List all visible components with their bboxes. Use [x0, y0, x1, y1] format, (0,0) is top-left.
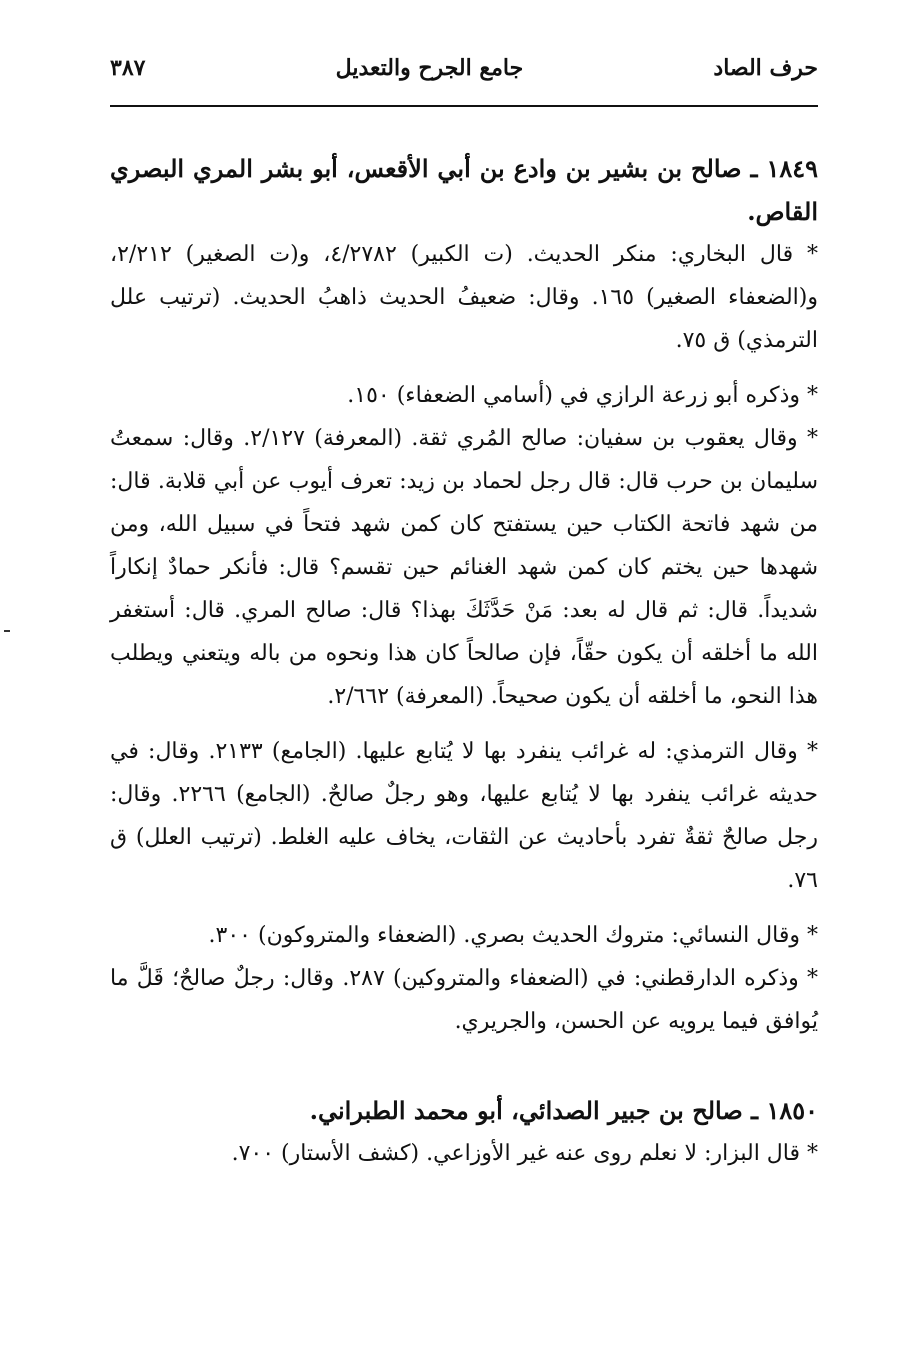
paragraph-bukhari: * قال البخاري: منكر الحديث. (ت الكبير) ٤/٢٧٨٢، و(ت الصغير) ٢/٢١٢، و(الضعفاء الصغير) ١٦٥. وقال: ضعيفُ الحديث ذاهبُ الحديث. (ترتيب علل الترمذي) ق ٧٥.: [110, 242, 818, 353]
chapter-title: حرف الصاد: [713, 55, 818, 81]
running-header: [110, 55, 818, 107]
paragraph-bazzar: * قال البزار: لا نعلم روى عنه غير الأوزاعي. (كشف الأستار) ٧٠٠.: [231, 1141, 818, 1166]
paragraph-tirmidhi: * وقال الترمذي: له غرائب ينفرد بها لا يُتابع عليها. (الجامع) ٢١٣٣. وقال: في حديثه غرائب ينفرد بها لا يُتابع عليها، وهو رجلٌ صالحٌ. (الجامع) ٢٢٦٦. وقال: رجل صالحٌ ثقةٌ تفرد بأحاديث عن الثقات، يخاف عليه الغلط. (ترتيب العلل) ق ٧٦.: [110, 739, 818, 893]
page-number: ٣٨٧: [110, 55, 146, 81]
paragraph-nasai: * وقال النسائي: متروك الحديث بصري. (الضعفاء والمتروكون) ٣٠٠.: [208, 923, 818, 948]
book-title: جامع الجرح والتعديل: [335, 55, 524, 81]
entry-heading: ١٨٥٠ ـ صالح بن جبير الصدائي، أبو محمد الطبراني.: [309, 1096, 818, 1125]
entry-1850: [110, 1089, 818, 1175]
paragraph-daraqutni: * وذكره الدارقطني: في (الضعفاء والمتروكين) ٢٨٧. وقال: رجلٌ صالحٌ؛ قَلَّ ما يُوافق فيما يرويه عن الحسن، والجريري.: [110, 966, 818, 1034]
paragraph-abu-zura: * وذكره أبو زرعة الرازي في (أسامي الضعفاء) ١٥٠.: [347, 383, 818, 408]
document-page: [110, 55, 818, 1175]
margin-mark: [4, 630, 10, 632]
entry-heading: ١٨٤٩ ـ صالح بن بشير بن وادع بن أبي الأقعس، أبو بشر المري البصري القاص.: [110, 154, 818, 226]
entry-1849: [110, 147, 818, 1043]
paragraph-yaqub: * وقال يعقوب بن سفيان: صالح المُري ثقة. (المعرفة) ٢/١٢٧. وقال: سمعتُ سليمان بن حرب قال: قال رجل لحماد بن زيد: تعرف أيوب عن أبي قلابة. قال: من شهد فاتحة الكتاب حين يستفتح كان كمن شهد فتحاً في سبيل الله، ومن شهدها حين يختم كان كمن شهد الغنائم حين تقسم؟ قال: فأنكر حمادٌ إنكاراً شديداً. قال: ثم قال له بعد: مَنْ حَدَّثَكَ بهذا؟ قال: صالح المري. قال: أستغفر الله ما أخلقه أن يكون حقّاً، فإن صالحاً كان هذا ونحوه من باله ويتعني ويطلب هذا النحو، ما أخلقه أن يكون صحيحاً. (المعرفة) ٢/٦٦٢.: [110, 426, 818, 709]
